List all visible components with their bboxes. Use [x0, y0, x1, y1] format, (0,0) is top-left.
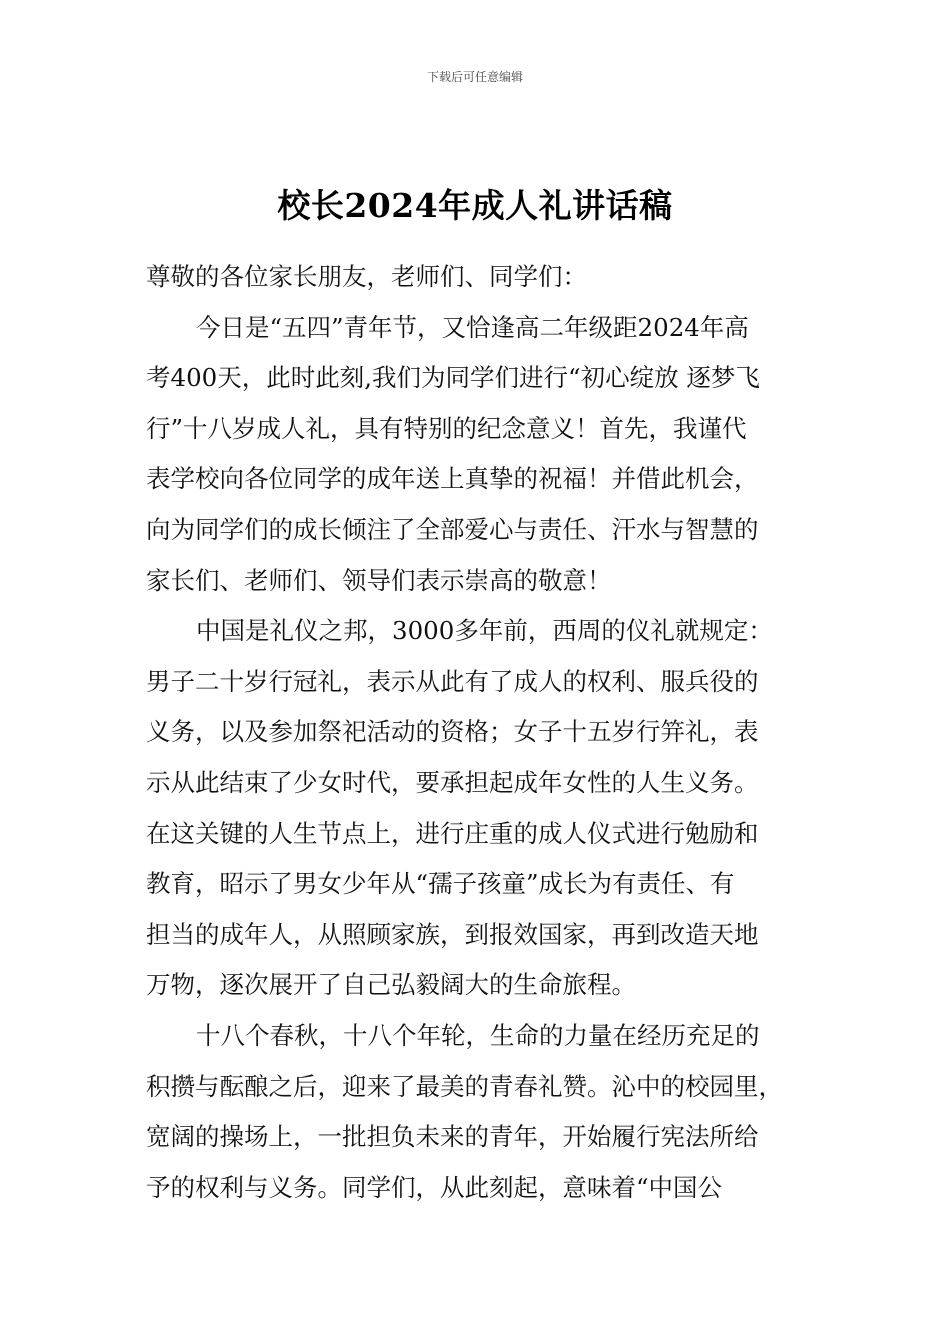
text-line: 积攒与酝酿之后，迎来了最美的青春礼赞。沁中的校园里， [146, 1071, 783, 1101]
text-line: 家长们、老师们、领导们表示崇高的敬意！ [146, 565, 612, 595]
text-line: 十八个春秋，十八个年轮，生命的力量在经历充足的 [196, 1020, 760, 1050]
text-line: 担当的成年人，从照顾家族，到报效国家，再到改造天地 [146, 919, 759, 949]
text-line: 男子二十岁行冠礼，表示从此有了成人的权利、服兵役的 [146, 666, 759, 696]
text-line: 示从此结束了少女时代，要承担起成年女性的人生义务。 [146, 767, 759, 797]
text-line: 万物，逐次展开了自己弘毅阔大的生命旅程。 [146, 970, 636, 1000]
text-line: 予的权利与义务。同学们，从此刻起，意味着“中国公 [146, 1172, 723, 1202]
text-line: 教育，昭示了男女少年从“孺子孩童”成长为有责任、有 [146, 869, 735, 899]
text-line: 向为同学们的成长倾注了全部爱心与责任、汗水与智慧的 [146, 514, 759, 544]
text-line: 考400天，此时此刻,我们为同学们进行“初心绽放 逐梦飞 [146, 363, 760, 393]
header-note: 下载后可任意编辑 [426, 70, 523, 84]
document-body [146, 252, 808, 1213]
text-line: 尊敬的各位家长朋友，老师们、同学们： [146, 262, 587, 291]
text-line: 行”十八岁成人礼，具有特别的纪念意义！首先，我谨代 [146, 413, 747, 443]
text-line: 义务，以及参加祭祀活动的资格；女子十五岁行笄礼，表 [146, 717, 759, 747]
text-line: 表学校向各位同学的成年送上真挚的祝福！并借此机会， [146, 464, 759, 494]
text-line: 宽阔的操场上，一批担负未来的青年，开始履行宪法所给 [146, 1122, 759, 1152]
text-line: 在这关键的人生节点上，进行庄重的成人仪式进行勉励和 [146, 818, 759, 848]
text-line: 中国是礼仪之邦，3000多年前，西周的仪礼就规定： [196, 616, 773, 646]
document-title: 校长2024年成人礼讲话稿 [277, 186, 673, 225]
text-line: 今日是“五四”青年节，又恰逢高二年级距2024年高 [196, 312, 749, 342]
